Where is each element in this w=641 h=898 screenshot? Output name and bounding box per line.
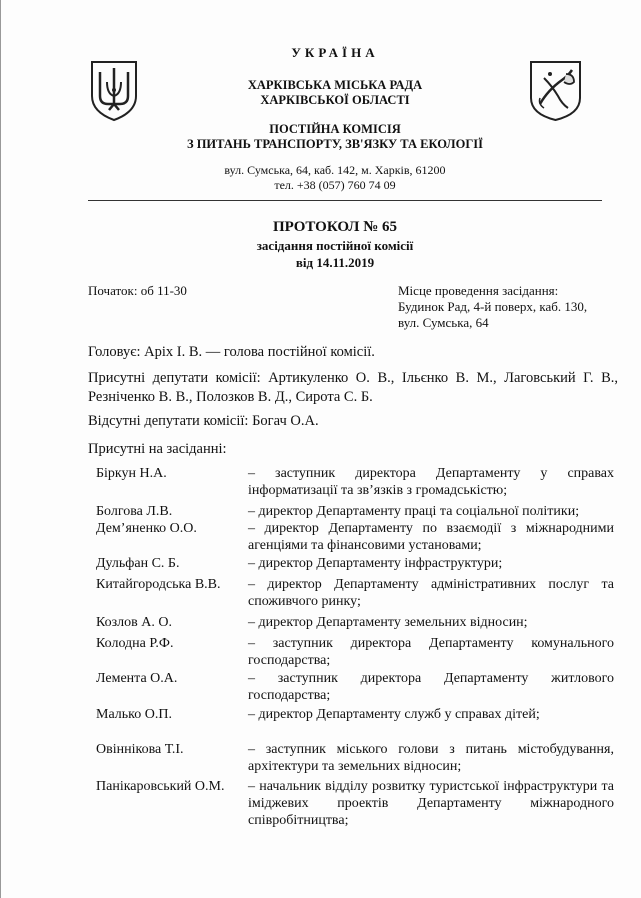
attendee-name: Болгова Л.В. bbox=[96, 504, 173, 519]
attendee-role: – заступник директора Департаменту у справах інформатизації та зв’язків з громадськістю; bbox=[248, 466, 614, 498]
attendee-name: Біркун Н.А. bbox=[96, 466, 167, 481]
attendee-role: – директор Департаменту служб у справах дітей; bbox=[248, 707, 540, 722]
protocol-date: від 14.11.2019 bbox=[295, 255, 375, 270]
council-line-1: ХАРКІВСЬКА МІСЬКА РАДА bbox=[247, 78, 423, 92]
address-line: вул. Сумська, 64, каб. 142, м. Харків, 61200 bbox=[224, 163, 446, 177]
attendee-name: Панікаровський О.М. bbox=[96, 779, 225, 794]
attendee-role: – директор Департаменту праці та соціальної політики; bbox=[248, 504, 580, 519]
attendee-name: Овіннікова Т.І. bbox=[96, 742, 184, 757]
venue-line-1: Місце проведення засідання: bbox=[398, 283, 559, 298]
header-divider bbox=[88, 200, 602, 201]
attendee-name: Малько О.П. bbox=[96, 707, 172, 722]
attendee-role: – начальник відділу розвитку туристської інфраструктури та іміджевих проектів Департаменту міжнародного співробітництва; bbox=[248, 779, 614, 828]
commission-line-1: ПОСТІЙНА КОМІСІЯ bbox=[269, 122, 401, 136]
venue-line-2: Будинок Рад, 4-й поверх, каб. 130, bbox=[398, 299, 588, 314]
council-heading bbox=[150, 78, 520, 108]
page-edge bbox=[0, 0, 1, 898]
attendee-role: – заступник директора Департаменту комунального господарства; bbox=[248, 636, 614, 668]
commission-heading bbox=[150, 122, 520, 152]
attendee-role: – директор Департаменту по взаємодії з міжнародними агенціями та фінансовими установами; bbox=[248, 521, 614, 553]
country-heading: УКРАЇНА bbox=[291, 45, 379, 60]
attendee-role: – директор Департаменту земельних відносин; bbox=[248, 615, 528, 630]
protocol-subtitle: засідання постійної комісії bbox=[256, 238, 414, 253]
attendee-name: Дем’яненко О.О. bbox=[96, 521, 197, 536]
present-deputies-paragraph: Присутні депутати комісії: Артикуленко О. В., Ільєнко В. М., Лаговський Г. В., Резніченко В. В., Полозков В. Д., Сирота С. Б. bbox=[88, 370, 618, 405]
council-line-2: ХАРКІВСЬКОЇ ОБЛАСТІ bbox=[260, 93, 410, 107]
attendee-role: – заступник директора Департаменту житлового господарства; bbox=[248, 671, 614, 703]
attendee-role: – директор Департаменту інфраструктури; bbox=[248, 556, 503, 571]
meeting-venue bbox=[398, 283, 608, 331]
attendee-name: Козлов А. О. bbox=[96, 615, 172, 630]
protocol-title: ПРОТОКОЛ № 65 bbox=[272, 219, 398, 235]
attendees-heading: Присутні на засіданні: bbox=[88, 441, 227, 457]
attendee-role: – заступник міського голови з питань містобудування, архітектури та земельних відносин; bbox=[248, 742, 614, 774]
attendee-role: – директор Департаменту адміністративних послуг та споживчого ринку; bbox=[248, 577, 614, 609]
meeting-start-time: Початок: об 11-30 bbox=[88, 283, 187, 298]
commission-line-2: З ПИТАНЬ ТРАНСПОРТУ, ЗВ'ЯЗКУ ТА ЕКОЛОГІЇ bbox=[186, 137, 484, 151]
phone-line: тел. +38 (057) 760 74 09 bbox=[274, 178, 396, 192]
absent-deputies-paragraph: Відсутні депутати комісії: Богач О.А. bbox=[88, 413, 319, 429]
attendee-name: Китайгородська В.В. bbox=[96, 577, 221, 592]
attendee-name: Колодна Р.Ф. bbox=[96, 636, 174, 651]
coat-of-arms-ukraine-icon bbox=[89, 60, 139, 122]
venue-line-3: вул. Сумська, 64 bbox=[398, 315, 489, 330]
kharkiv-coat-of-arms-icon bbox=[528, 60, 583, 122]
chair-paragraph: Головує: Аріх І. В. — голова постійної комісії. bbox=[88, 344, 375, 360]
attendee-name: Дульфан С. Б. bbox=[96, 556, 180, 571]
attendee-name: Лемента О.А. bbox=[96, 671, 178, 686]
